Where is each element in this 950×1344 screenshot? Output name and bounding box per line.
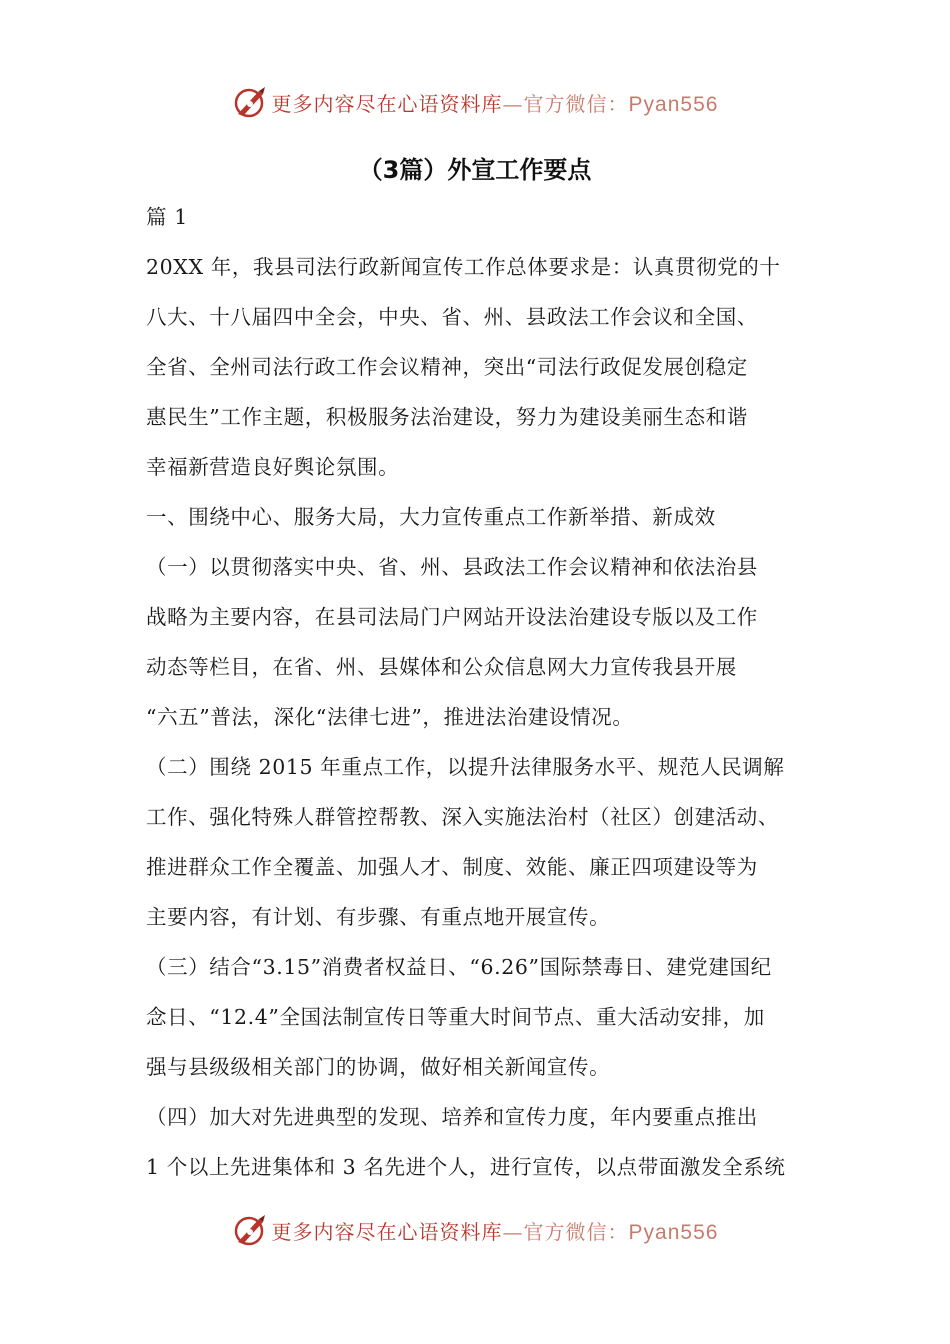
body-line: （三）结合“3.15”消费者权益日、“6.26”国际禁毒日、建党建国纪 [146, 955, 772, 979]
body-line: 1 个以上先进集体和 3 名先进个人，进行宣传，以点带面激发全系统 [146, 1155, 786, 1179]
body-line: 工作、强化特殊人群管控帮教、深入实施法治村（社区）创建活动、 [146, 805, 779, 829]
pen-logo-icon [232, 84, 268, 120]
body-line: 强与县级级相关部门的协调，做好相关新闻宣传。 [146, 1055, 611, 1079]
document-title: （3篇）外宣工作要点 [358, 156, 592, 184]
body-line: 20XX 年，我县司法行政新闻宣传工作总体要求是：认真贯彻党的十 [146, 255, 781, 279]
body-line: 主要内容，有计划、有步骤、有重点地开展宣传。 [146, 905, 611, 929]
body-line: 幸福新营造良好舆论氛围。 [146, 455, 400, 479]
body-line: 战略为主要内容，在县司法局门户网站开设法治建设专版以及工作 [146, 605, 758, 629]
body-line: “六五”普法，深化“法律七进”，推进法治建设情况。 [146, 705, 634, 729]
body-line: 全省、全州司法行政工作会议精神，突出“司法行政促发展创稳定 [146, 355, 748, 379]
banner-text: 更多内容尽在心语资料库—官方微信：Pyan556 [271, 1219, 719, 1244]
body-line: 动态等栏目，在省、州、县媒体和公众信息网大力宣传我县开展 [146, 655, 737, 679]
footer-banner [0, 1208, 950, 1252]
document-body [146, 192, 826, 1192]
body-line: （二）围绕 2015 年重点工作，以提升法律服务水平、规范人民调解 [146, 755, 785, 779]
header-banner [0, 80, 950, 124]
body-line: 八大、十八届四中全会，中央、省、州、县政法工作会议和全国、 [146, 305, 758, 329]
body-line: 惠民生”工作主题，积极服务法治建设，努力为建设美丽生态和谐 [146, 405, 748, 429]
body-line: 念日、“12.4”全国法制宣传日等重大时间节点、重大活动安排，加 [146, 1005, 765, 1029]
section-heading: 篇 1 [146, 205, 188, 229]
body-line: （四）加大对先进典型的发现、培养和宣传力度，年内要重点推出 [146, 1105, 758, 1129]
pen-logo-icon [232, 1212, 268, 1248]
banner-text: 更多内容尽在心语资料库—官方微信：Pyan556 [271, 91, 719, 116]
body-line: 一、围绕中心、服务大局，大力宣传重点工作新举措、新成效 [146, 505, 716, 529]
body-line: 推进群众工作全覆盖、加强人才、制度、效能、廉正四项建设等为 [146, 855, 758, 879]
body-line: （一）以贯彻落实中央、省、州、县政法工作会议精神和依法治县 [146, 555, 758, 579]
